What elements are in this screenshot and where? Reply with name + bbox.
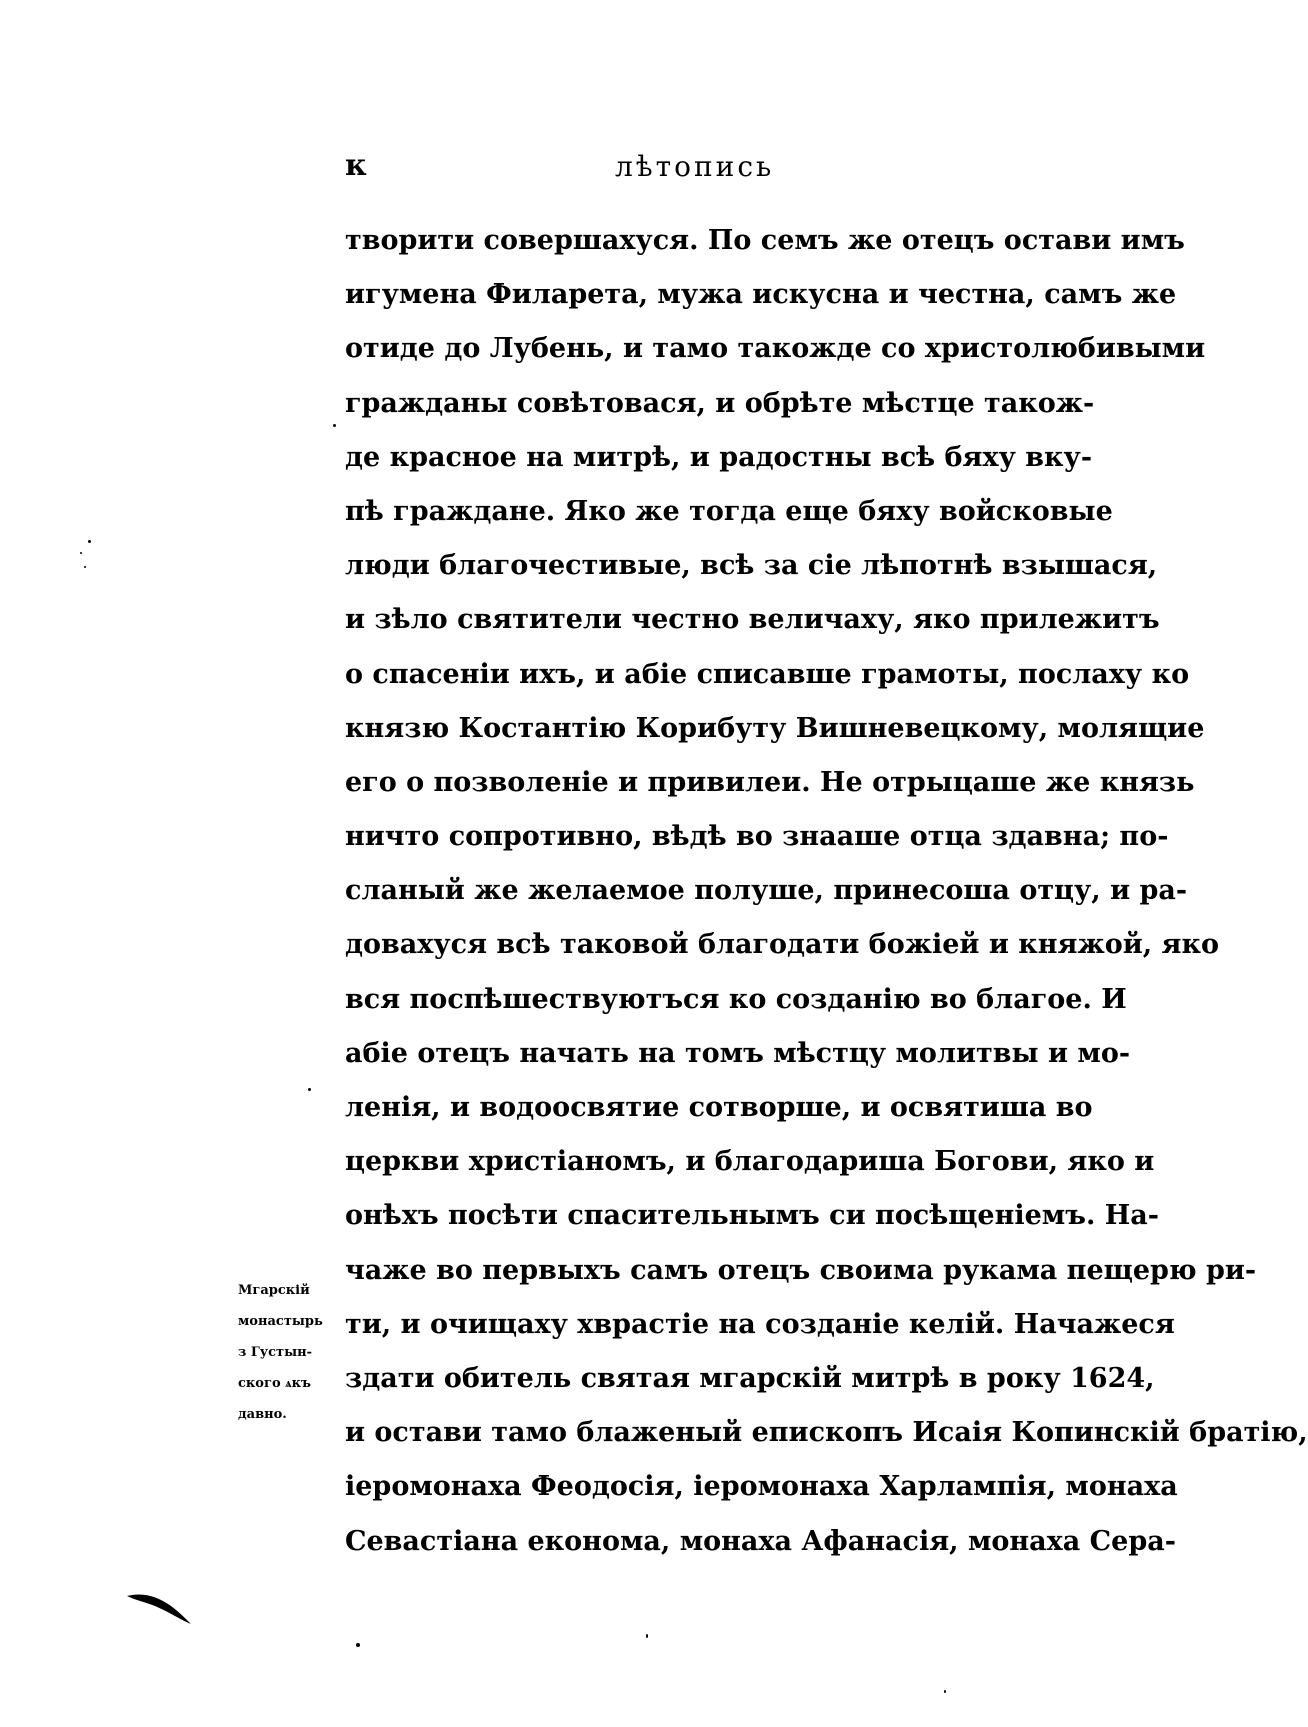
text-line: ленія, и водоосвятие сотворше, и освятиша во [345, 1092, 1093, 1123]
ink-speck [84, 566, 86, 568]
margin-note-line: Мгарскій [238, 1283, 310, 1298]
page-number: к [345, 148, 367, 183]
text-line: де красное на митрѣ, и радостны всѣ бяху вку- [345, 441, 1093, 473]
text-line: абіе отецъ начать на томъ мѣстцу молитвы и мо- [345, 1037, 1131, 1069]
text-line: люди благочестивые, всѣ за сіе лѣпотнѣ взышася, [345, 550, 1158, 582]
text-line: іеромонаха Феодосія, іеромонаха Харлампія, монаха [345, 1471, 1178, 1503]
text-line: онѣхъ посѣти спасительнымъ си посѣщеніемъ. На- [345, 1200, 1159, 1232]
text-line: сланый же желаемое полуше, принесоша отцу, и ра- [345, 875, 1188, 907]
text-line: ти, и очищаху хврастіе на созданіе келій. Начажеся [345, 1308, 1175, 1340]
ink-smudge-mark [125, 1588, 195, 1628]
text-line: его о позволеніе и привилеи. Не отрыцаше же князь [345, 766, 1195, 798]
ink-speck [333, 424, 336, 427]
text-line: церкви христіаномъ, и благодариша Богови, яко и [345, 1146, 1155, 1178]
text-line: пѣ граждане. Яко же тогда еще бяху войсковые [345, 495, 1113, 527]
text-line: и остави тамо блаженый епископъ Исаія Копинскій братію, [345, 1417, 1308, 1449]
text-line: гражданы совѣтовася, и обрѣте мѣстце також- [345, 387, 1095, 419]
ink-speck [308, 1088, 311, 1091]
page-header [345, 148, 1065, 188]
text-line: здати обитель святая мгарскій митрѣ в року 1624, [345, 1362, 1155, 1394]
running-title: лѣтопись [615, 150, 775, 183]
ink-speck [356, 1643, 360, 1647]
text-line: и зѣло святители честно величаху, яко прилежитъ [345, 604, 1160, 636]
text-line: игумена Филарета, мужа искусна и честна, самъ же [345, 279, 1177, 311]
ink-speck [944, 1690, 946, 1693]
margin-note-line: ского ѧкъ [238, 1376, 311, 1391]
ink-speck [88, 540, 91, 543]
margin-note-line: давно. [238, 1407, 287, 1422]
margin-note-line: монастырь [238, 1314, 323, 1329]
text-line: вся поспѣшествуютъся ко созданію во благое. И [345, 983, 1127, 1015]
text-line: довахуся всѣ таковой благодати божіей и княжой, яко [345, 929, 1220, 961]
margin-note [238, 1275, 338, 1430]
text-line: князю Костантію Корибуту Вишневецкому, молящие [345, 712, 1205, 744]
body-text [345, 214, 1308, 1569]
text-line: ничто сопротивно, вѣдѣ во знааше отца здавна; по- [345, 821, 1169, 853]
margin-note-line: з Густын- [238, 1345, 313, 1360]
ink-speck [80, 552, 82, 554]
text-line: чаже во первыхъ самъ отецъ своима рукама пещерю ри- [345, 1254, 1257, 1286]
text-line: отиде до Лубень, и тамо такожде со христолюбивыми [345, 333, 1206, 365]
text-line: творити совершахуся. По семъ же отецъ остави имъ [345, 225, 1185, 256]
text-line: Севастіана економа, монаха Афанасія, монаха Сера- [345, 1525, 1176, 1557]
ink-speck [646, 1634, 648, 1638]
text-line: о спасеніи ихъ, и абіе списавше грамоты, послаху ко [345, 658, 1190, 690]
